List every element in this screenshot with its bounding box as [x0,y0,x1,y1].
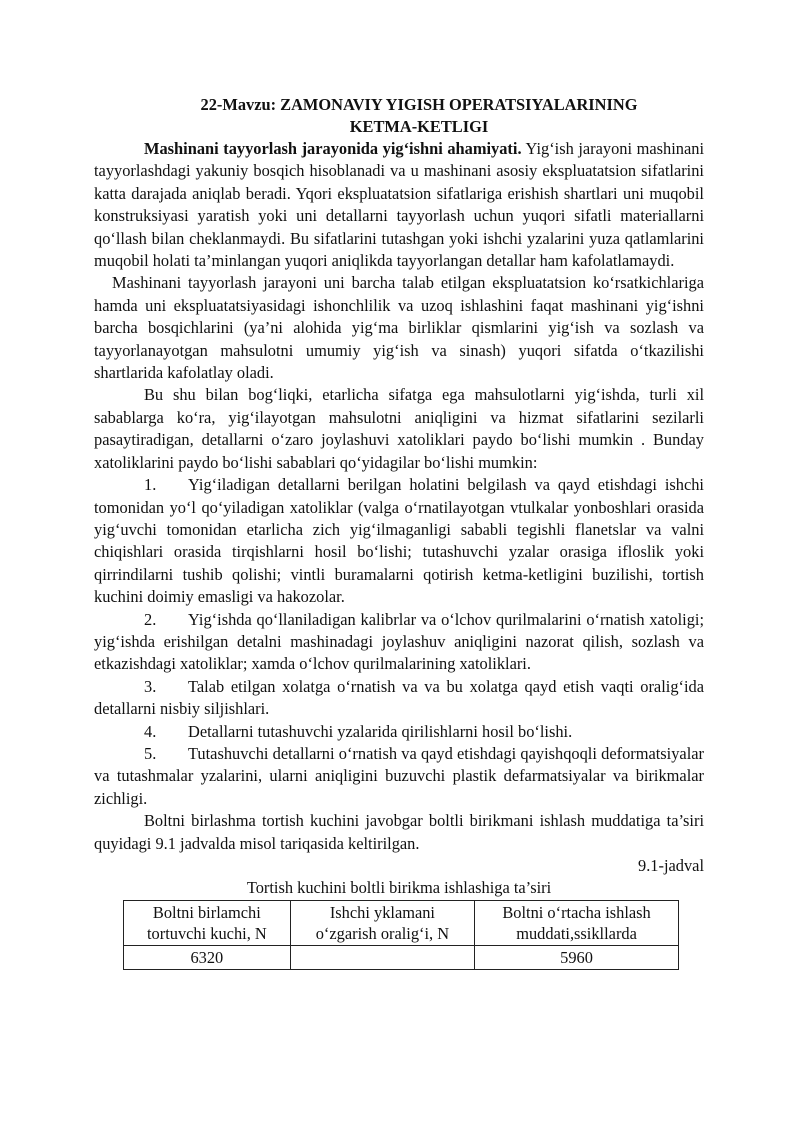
list-item-text: Tutashuvchi detallarni o‘rnatish va qayd etishdagi qayishqoqli deformatsiyalar va tutashmalar yzalarini, ularni aniqligini buzuvchi plastik defarmatsiyalar va birikmalar zichligi. [94,743,704,808]
list-item-number: 4. [144,721,157,741]
header-line: o‘zgarish oralig‘i, N [315,923,450,943]
table-reference: 9.1-jadval [638,856,704,875]
document-content [94,94,704,970]
table-header-row [124,900,679,945]
list-item [94,721,704,743]
list-item-text: Detallarni tutashuvchi yzalarida qirilishlarni hosil bo‘lishi. [188,721,573,741]
table-header-cell [290,900,474,945]
header-line: Ishchi yklamani [329,902,435,922]
header-line: Boltni birlamchi [152,902,261,922]
list-item-number: 1. [144,475,157,495]
list-item [94,743,704,810]
list-item-text: Talab etilgan xolatga o‘rnatish va va bu xolatga qayd etish vaqti oralig‘ida detallarni nisbiy siljishlari. [94,676,704,719]
paragraph-4: Boltni birlashma tortish kuchini javobgar boltli birikmani ishlash muddatiga ta’siri quyidagi 9.1 jadvalda misol tariqasida keltirilgan. [94,811,704,853]
page-title [94,94,704,138]
table-cell: 5960 [475,945,679,969]
list-item [94,474,704,608]
list-item-number: 5. [144,743,157,763]
list-item [94,609,704,676]
causes-list [94,474,704,810]
table-header-cell [124,900,291,945]
header-line: muddati,ssikllarda [516,923,637,943]
list-item-number: 2. [144,609,157,629]
table-header-cell [475,900,679,945]
list-item [94,676,704,721]
paragraph-1-heading: Mashinani tayyorlash jarayonida yig‘ishni ahamiyati. [144,139,522,158]
header-line: tortuvchi kuchi, N [147,923,267,943]
list-item-text: Yig‘ishda qo‘llaniladigan kalibrlar va o‘lchov qurilmalarini o‘rnatish xatoligi; yig‘ishda erishilgan detalni mashinadagi joylashuv aniqligini nazorat qilish, sozlash va etkazishdagi xatoliklar; xamda o‘lchov qurilmalarining xatoliklari. [94,609,704,674]
table-caption: Tortish kuchini boltli birikma ishlashiga ta’siri [246,878,552,898]
data-table [123,900,679,970]
paragraph-3: Bu shu bilan bog‘liqki, etarlicha sifatga ega mahsulotlarni yig‘ishda, turli xil sabablarga ko‘ra, yig‘ilayotgan mahsulotni aniqligini va hizmat sifatlarini sezilarli pasaytiradigan, detallarni o‘zaro joylashuvi xatoliklari paydo bo‘lishi mumkin . Bunday xatoliklarini paydo bo‘lishi sabablari qo‘yidagilar bo‘lishi mumkin: [94,385,704,472]
title-line-1: 22-Mavzu: ZAMONAVIY YIGISH OPERATSIYALARINING [200,95,638,114]
table-row [124,945,679,969]
list-item-text: Yig‘iladigan detallarni berilgan holatini belgilash va qayd etishdagi ishchi tomonidan yo‘l qo‘yiladigan xatoliklar (valga o‘rnatilayotgan vtulkalar yonboshlari orasida yig‘uvchi tomonidan etarlicha zich yig‘ilmaganligi sababli tegishli flanetslar va valni chiqishlari orasida tirqishlarni hosil bo‘lishi; tutashuvchi yzalar orasiga ifloslik yoki qirrindilarni tushib qolishi; vintli buramalarni qotirish ketma-ketligini buzilishi, tortish kuchini doimiy emasligi va hakozolar. [94,475,704,607]
paragraph-1-text: Yig‘ish jarayoni mashinani tayyorlashdagi yakuniy bosqich hisoblanadi va u mashinani asosiy ekspluatatsion sifatlarini katta darajada aniqlab beradi. Yqori ekspluatatsion sifatlariga erishish shartlari uni muqobil konstruksiyasi yaratish yoki uni detallarni tayyorlash uchun yuqori sifatli materiallarni qo‘llash bilan cheklanmaydi. Bu sifatlarini tutashgan yoki ishchi yzalarini yuza qatlamlarini muqobil holati ta’minlangan yuqori aniqlikda tayyorlangan detallar ham kafolatlamaydi. [94,139,704,271]
paragraph-1 [94,138,704,272]
table-cell [290,945,474,969]
title-line-2: KETMA-KETLIGI [349,117,489,136]
table-cell: 6320 [124,945,291,969]
paragraph-2: Mashinani tayyorlash jarayoni uni barcha talab etilgan ekspluatatsion ko‘rsatkichlariga hamda uni ekspluatatsiyasidagi ishonchlilik va uzoq ishlashini faqat mashinani yig‘ishni barcha bosqichlarini (ya’ni alohida yig‘ma birliklar qismlarini yig‘ish va sozlash va tayyorlanayotgan mahsulotni umumiy yig‘ish va sinash) yuqori sifatda o‘tkazilishi shartlarida kafolatlay oladi. [94,273,704,383]
header-line: Boltni o‘rtacha ishlash [502,902,651,922]
list-item-number: 3. [144,676,157,696]
